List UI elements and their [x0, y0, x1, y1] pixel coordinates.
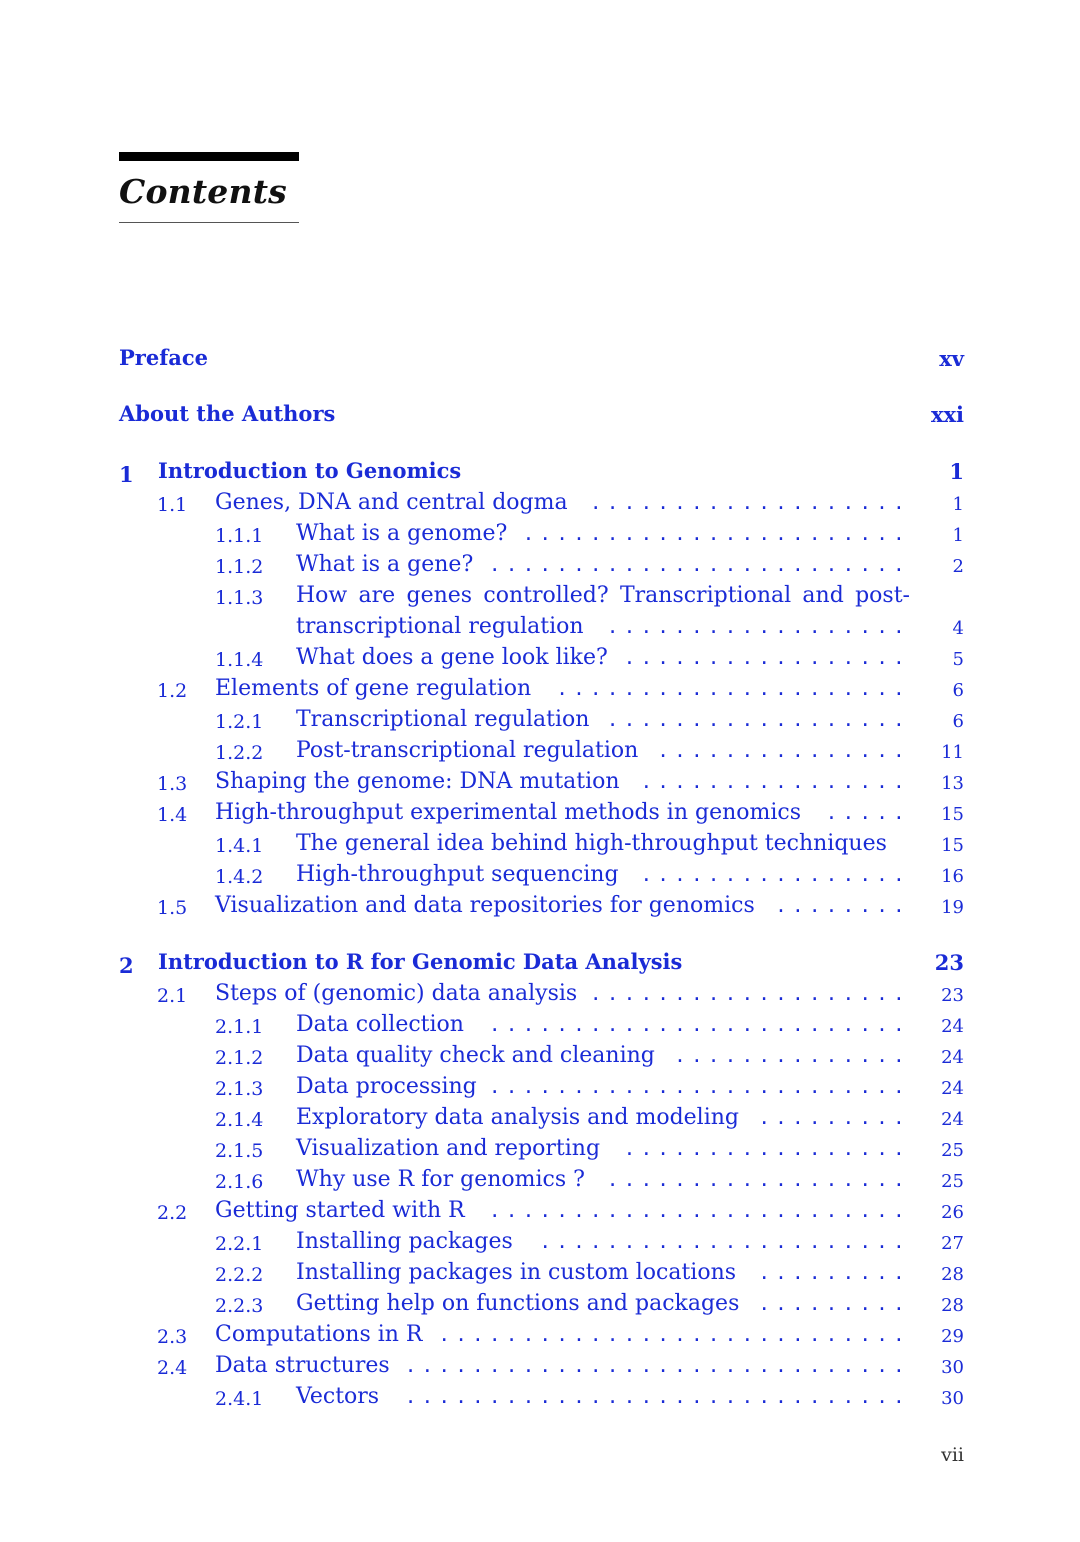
page-title: Contents [119, 172, 287, 211]
toc-entry-number: 2.1 [157, 985, 188, 1007]
toc-entry-title[interactable]: Data structures [215, 1353, 390, 1378]
toc-entry-page: 6 [952, 711, 964, 732]
dot-leader: ......................... [489, 1200, 910, 1222]
toc-entry-title[interactable]: About the Authors [119, 401, 336, 426]
toc-entry[interactable] [0, 521, 1080, 551]
toc-entry-page: 23 [941, 985, 964, 1006]
toc-entry-page: 1 [952, 494, 964, 515]
toc-entry[interactable] [0, 1136, 1080, 1166]
toc-entry-page: xv [939, 346, 964, 371]
dot-leader: .............................. [404, 1355, 910, 1377]
toc-entry-page: 30 [941, 1388, 964, 1409]
toc-entry-title[interactable]: Data processing [296, 1074, 477, 1099]
toc-entry-number: 1.4.2 [215, 866, 264, 888]
toc-entry[interactable] [0, 1105, 1080, 1135]
toc-entry-number: 2.1.1 [215, 1016, 264, 1038]
toc-entry-number: 1.1.1 [215, 525, 264, 547]
dot-leader: ................ [640, 864, 910, 886]
dot-leader: ................... [590, 492, 910, 514]
toc-entry[interactable] [0, 707, 1080, 737]
toc-entry-title[interactable]: What does a gene look like? [296, 645, 608, 670]
dot-leader: .................. [606, 1169, 910, 1191]
toc-entry[interactable] [0, 345, 1080, 375]
toc-entry-title[interactable]: Steps of (genomic) data analysis [215, 981, 578, 1006]
toc-entry-page: 16 [941, 866, 964, 887]
toc-entry-title[interactable]: Data quality check and cleaning [296, 1043, 655, 1068]
toc-entry-page: 25 [941, 1171, 964, 1192]
toc-entry-number: 2.1.5 [215, 1140, 264, 1162]
toc-entry-title[interactable]: Genes, DNA and central dogma [215, 490, 568, 515]
dot-leader: ..... [825, 802, 910, 824]
toc-entry-number: 2.3 [157, 1326, 188, 1348]
toc-entry-title[interactable]: Computations in R [215, 1322, 423, 1347]
toc-entry-number: 1.2.2 [215, 742, 264, 764]
toc-entry-title[interactable]: Shaping the genome: DNA mutation [215, 769, 620, 794]
toc-entry-page: 28 [941, 1264, 964, 1285]
toc-entry-page: 30 [941, 1357, 964, 1378]
dot-leader: .............. [674, 1045, 910, 1067]
toc-entry-title[interactable]: Installing packages in custom locations [296, 1260, 737, 1285]
toc-entry-page: 24 [941, 1047, 964, 1068]
toc-entry[interactable] [0, 949, 1080, 979]
toc-entry-page: 28 [941, 1295, 964, 1316]
toc-entry[interactable] [0, 831, 1080, 861]
toc-entry-title[interactable]: Data collection [296, 1012, 464, 1037]
toc-entry-page: 1 [949, 459, 964, 484]
toc-entry-number: 2.2.1 [215, 1233, 264, 1255]
dot-leader: ......................... [489, 1076, 910, 1098]
toc-entry-title-continued[interactable]: transcriptional regulation [296, 614, 584, 639]
toc-entry-page: 15 [941, 835, 964, 856]
toc-entry-page: 1 [952, 525, 964, 546]
toc-entry[interactable] [0, 981, 1080, 1011]
toc-entry[interactable] [0, 862, 1080, 892]
toc-entry-title[interactable]: Exploratory data analysis and modeling [296, 1105, 740, 1130]
toc-entry[interactable] [0, 583, 1080, 645]
toc-entry-number: 2.4.1 [215, 1388, 264, 1410]
toc-entry-page: 24 [941, 1109, 964, 1130]
toc-entry-page: 24 [941, 1078, 964, 1099]
toc-entry-title[interactable]: Visualization and data repositories for genomics [215, 893, 755, 918]
toc-entry-title[interactable]: Installing packages [296, 1229, 513, 1254]
toc-entry[interactable] [0, 458, 1080, 488]
toc-entry-number: 1 [119, 462, 134, 487]
toc-entry-title[interactable]: Visualization and reporting [296, 1136, 601, 1161]
toc-entry-page: 19 [941, 897, 964, 918]
toc-entry[interactable] [0, 490, 1080, 520]
dot-leader: .................. [606, 616, 910, 638]
toc-entry-title[interactable]: The general idea behind high-throughput techniques [296, 831, 887, 856]
dot-leader: .............................. [404, 1386, 910, 1408]
dot-leader: ......... [758, 1293, 910, 1315]
toc-entry-number: 1.2 [157, 680, 188, 702]
toc-entry-page: 23 [934, 950, 964, 975]
toc-entry-title[interactable]: High-throughput sequencing [296, 862, 619, 887]
toc-entry[interactable] [0, 1260, 1080, 1290]
toc-entry-number: 2.1.2 [215, 1047, 264, 1069]
toc-entry-page: 6 [952, 680, 964, 701]
toc-entry-page: 27 [941, 1233, 964, 1254]
toc-entry-page: 15 [941, 804, 964, 825]
toc-entry-number: 1.1.3 [215, 587, 264, 609]
toc-entry-number: 1.1.4 [215, 649, 264, 671]
toc-entry-page: 26 [941, 1202, 964, 1223]
dot-leader: ............... [657, 740, 910, 762]
toc-entry-number: 2.1.3 [215, 1078, 264, 1100]
toc-entry[interactable] [0, 645, 1080, 675]
toc-entry-page: 13 [941, 773, 964, 794]
toc-entry-title[interactable]: Getting help on functions and packages [296, 1291, 740, 1316]
toc-entry[interactable] [0, 1198, 1080, 1228]
dot-leader: ....................... [522, 523, 910, 545]
toc-entry-page: 24 [941, 1016, 964, 1037]
dot-leader: ......................... [489, 1014, 910, 1036]
toc-entry-title[interactable]: What is a gene? [296, 552, 474, 577]
toc-entry[interactable] [0, 1043, 1080, 1073]
toc-entry[interactable] [0, 738, 1080, 768]
dot-leader: ................. [623, 1138, 910, 1160]
toc-entry-number: 1.5 [157, 897, 188, 919]
toc-entry-title[interactable]: Elements of gene regulation [215, 676, 532, 701]
toc-entry-title[interactable]: Introduction to Genomics [158, 458, 462, 483]
toc-entry-title[interactable]: High-throughput experimental methods in genomics [215, 800, 802, 825]
toc-entry-number: 2.1.4 [215, 1109, 264, 1131]
dot-leader: ................ [640, 771, 910, 793]
toc-entry-page: xxi [930, 402, 964, 427]
page-number: vii [941, 1444, 964, 1466]
toc-entry[interactable] [0, 1384, 1080, 1414]
dot-leader: ......... [758, 1262, 910, 1284]
toc-entry-title[interactable]: Preface [119, 345, 209, 370]
dot-leader: ......................... [489, 554, 910, 576]
toc-entry-number: 2.4 [157, 1357, 188, 1379]
toc-entry-number: 2.2.3 [215, 1295, 264, 1317]
toc-entry-number: 2.2.2 [215, 1264, 264, 1286]
dot-leader: ........ [775, 895, 910, 917]
toc-entry-number: 1.1 [157, 494, 188, 516]
toc-entry-number: 2.2 [157, 1202, 188, 1224]
toc-entry[interactable] [0, 1322, 1080, 1352]
toc-entry[interactable] [0, 893, 1080, 923]
toc-entry-title[interactable]: Post-transcriptional regulation [296, 738, 639, 763]
toc-entry-page: 2 [952, 556, 964, 577]
toc-entry-number: 2.1.6 [215, 1171, 264, 1193]
toc-entry-title[interactable]: What is a genome? [296, 521, 508, 546]
toc-entry[interactable] [0, 552, 1080, 582]
toc-entry[interactable] [0, 1074, 1080, 1104]
toc-entry[interactable] [0, 1167, 1080, 1197]
toc-entry-title[interactable]: Vectors [296, 1384, 380, 1409]
dot-leader: ................. [623, 647, 910, 669]
dot-leader: ...................... [539, 1231, 910, 1253]
toc-entry-title[interactable]: Why use R for genomics ? [296, 1167, 585, 1192]
toc-entry[interactable] [0, 769, 1080, 799]
toc-entry-title[interactable]: How are genes controlled? Transcriptional and post- [296, 583, 910, 608]
toc-entry-number: 1.3 [157, 773, 188, 795]
toc-entry[interactable] [0, 1291, 1080, 1321]
toc-entry-page: 4 [952, 618, 964, 639]
toc-entry-title[interactable]: Introduction to R for Genomic Data Analysis [158, 949, 683, 974]
toc-entry[interactable] [0, 800, 1080, 830]
toc-entry-number: 2 [119, 953, 134, 978]
dot-leader: ..................... [556, 678, 910, 700]
toc-entry-title[interactable]: Getting started with R [215, 1198, 465, 1223]
toc-entry-title[interactable]: Transcriptional regulation [296, 707, 590, 732]
toc-entry-page: 25 [941, 1140, 964, 1161]
toc-entry-number: 1.4.1 [215, 835, 264, 857]
toc-entry[interactable] [0, 1353, 1080, 1383]
toc-entry-page: 29 [941, 1326, 964, 1347]
toc-entry[interactable] [0, 676, 1080, 706]
toc-entry[interactable] [0, 1012, 1080, 1042]
toc-entry-number: 1.2.1 [215, 711, 264, 733]
dot-leader: ......... [758, 1107, 910, 1129]
dot-leader: ............................ [438, 1324, 910, 1346]
toc-entry-number: 1.1.2 [215, 556, 264, 578]
toc-entry-page: 5 [952, 649, 964, 670]
toc-entry-number: 1.4 [157, 804, 188, 826]
toc-entry[interactable] [0, 1229, 1080, 1259]
toc-entry-page: 11 [941, 742, 964, 763]
toc-entry[interactable] [0, 401, 1080, 431]
dot-leader: .................. [606, 709, 910, 731]
dot-leader: ................... [590, 983, 910, 1005]
